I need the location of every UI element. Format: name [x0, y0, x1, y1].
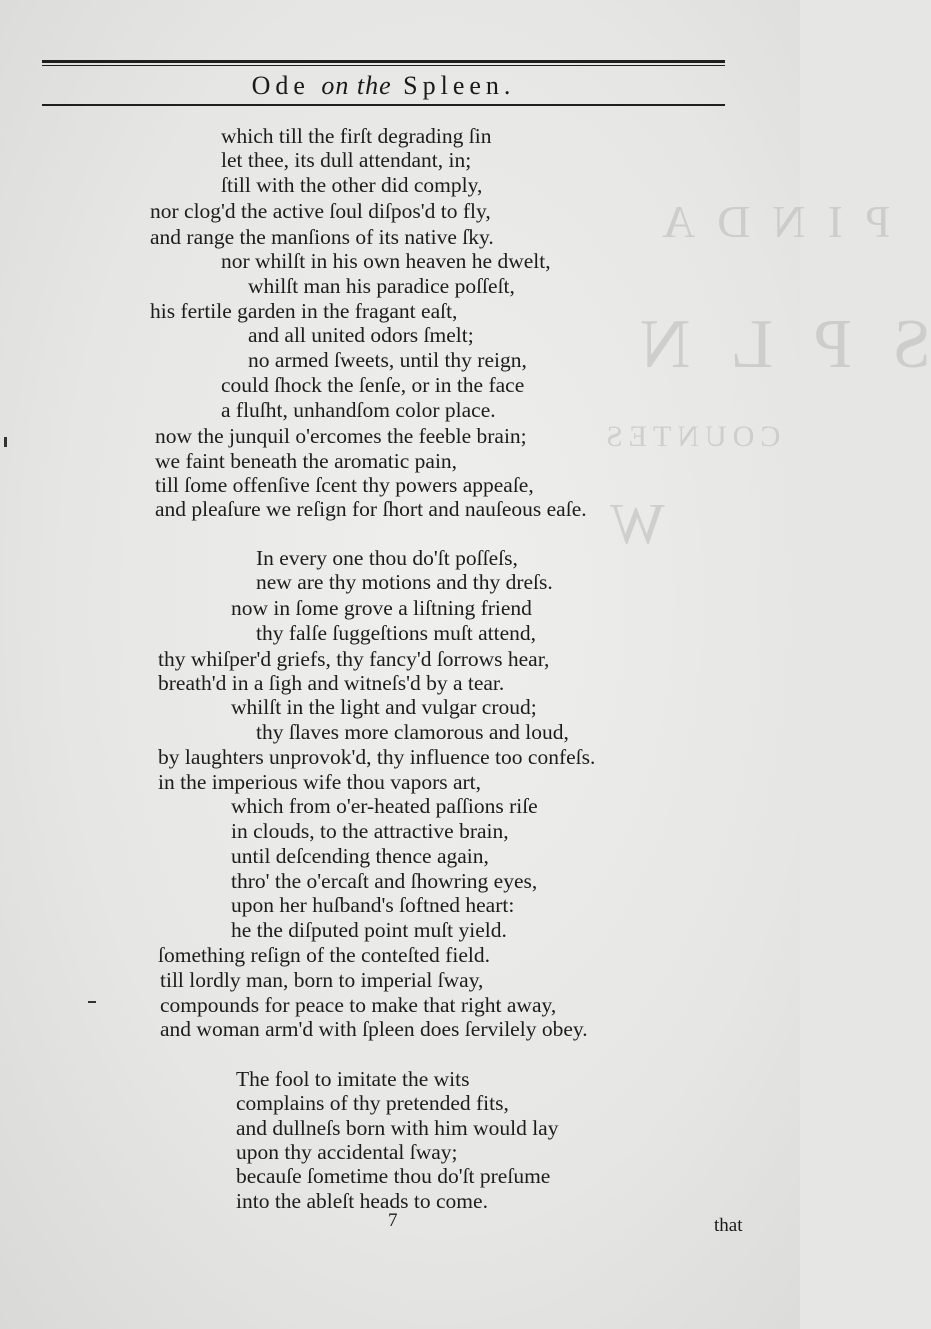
- poem-line: becauſe ſometime thou do'ſt preſume: [236, 1164, 551, 1188]
- poem-line: thro' the o'ercaſt and ſhowring eyes,: [231, 869, 538, 893]
- header-top-rule: [42, 60, 725, 63]
- poem-line: no armed ſweets, until thy reign,: [248, 348, 527, 372]
- poem-line: a fluſht, unhandſom color place.: [221, 398, 496, 422]
- poem-line: let thee, its dull attendant, in;: [221, 148, 472, 172]
- header-word-ode: Ode: [251, 71, 310, 100]
- poem-line: his fertile garden in the fragant eaſt,: [150, 299, 458, 323]
- poem-line: ſtill with the other did comply,: [221, 173, 483, 197]
- page-header: [42, 66, 725, 106]
- poem-line: whilſt in the light and vulgar croud;: [231, 695, 537, 719]
- poem-line: in the imperious wife thou vapors art,: [158, 770, 482, 794]
- poem-line: and range the manſions of its native ſky.: [150, 225, 494, 249]
- poem-line: thy falſe ſuggeſtions muſt attend,: [256, 621, 537, 645]
- show-through-text: COUNTES: [600, 420, 781, 453]
- poem-line: The fool to imitate the wits: [236, 1067, 470, 1091]
- poem-line: thy ſlaves more clamorous and loud,: [256, 720, 569, 744]
- poem-line: thy whiſper'd griefs, thy fancy'd ſorrows hear,: [158, 647, 550, 671]
- page-number: 7: [388, 1210, 398, 1231]
- poem-line: and all united odors ſmelt;: [248, 323, 474, 347]
- poem-line: and dullneſs born with him would lay: [236, 1116, 559, 1140]
- poem-line: we faint beneath the aromatic pain,: [155, 449, 458, 473]
- poem-line: new are thy motions and thy dreſs.: [256, 570, 553, 594]
- poem-line: until deſcending thence again,: [231, 844, 489, 868]
- poem-line: compounds for peace to make that right away,: [160, 993, 557, 1017]
- poem-line: and pleaſure we reſign for ſhort and nauſeous eaſe.: [155, 497, 587, 521]
- poem-line: by laughters unprovok'd, thy influence too confeſs.: [158, 745, 596, 769]
- poem-line: till ſome offenſive ſcent thy powers appeaſe,: [155, 473, 534, 497]
- poem-line: upon thy accidental ſway;: [236, 1140, 458, 1164]
- poem-line: nor whilſt in his own heaven he dwelt,: [221, 249, 551, 273]
- poem-line: he the diſputed point muſt yield.: [231, 918, 507, 942]
- poem-line: In every one thou do'ſt poſſeſs,: [256, 546, 518, 570]
- poem-line: which from o'er-heated paſſions riſe: [231, 794, 538, 818]
- header-word-spleen: Spleen.: [403, 71, 516, 100]
- show-through-text: SPLN: [600, 306, 931, 383]
- poem-line: whilſt man his paradice poſſeſt,: [248, 274, 515, 298]
- header-bottom-rule: [42, 104, 725, 106]
- poem-line: could ſhock the ſenſe, or in the face: [221, 373, 525, 397]
- poem-line: till lordly man, born to imperial ſway,: [160, 968, 484, 992]
- poem-line: into the ableſt heads to come.: [236, 1189, 488, 1213]
- poem-line: which till the firſt degrading ſin: [221, 124, 492, 148]
- poem-line: ſomething reſign of the conteſted field.: [158, 943, 490, 967]
- header-word-on-the: on the: [321, 71, 392, 100]
- poem-line: in clouds, to the attractive brain,: [231, 819, 509, 843]
- margin-mark: [4, 437, 7, 447]
- margin-mark: [88, 1001, 96, 1003]
- poem-line: breath'd in a ſigh and witneſs'd by a tear.: [158, 671, 505, 695]
- show-through-text: PINDA: [640, 196, 891, 247]
- catchword: that: [714, 1215, 743, 1236]
- poem-line: and woman arm'd with ſpleen does ſervilely obey.: [160, 1017, 588, 1041]
- show-through-text: W: [610, 491, 665, 556]
- poem-line: now the junquil o'ercomes the feeble brain;: [155, 424, 527, 448]
- poem-line: upon her huſband's ſoftned heart:: [231, 893, 515, 917]
- poem-line: complains of thy pretended fits,: [236, 1091, 509, 1115]
- poem-line: now in ſome grove a liſtning friend: [231, 596, 532, 620]
- poem-line: nor clog'd the active ſoul diſpos'd to fly,: [150, 199, 491, 223]
